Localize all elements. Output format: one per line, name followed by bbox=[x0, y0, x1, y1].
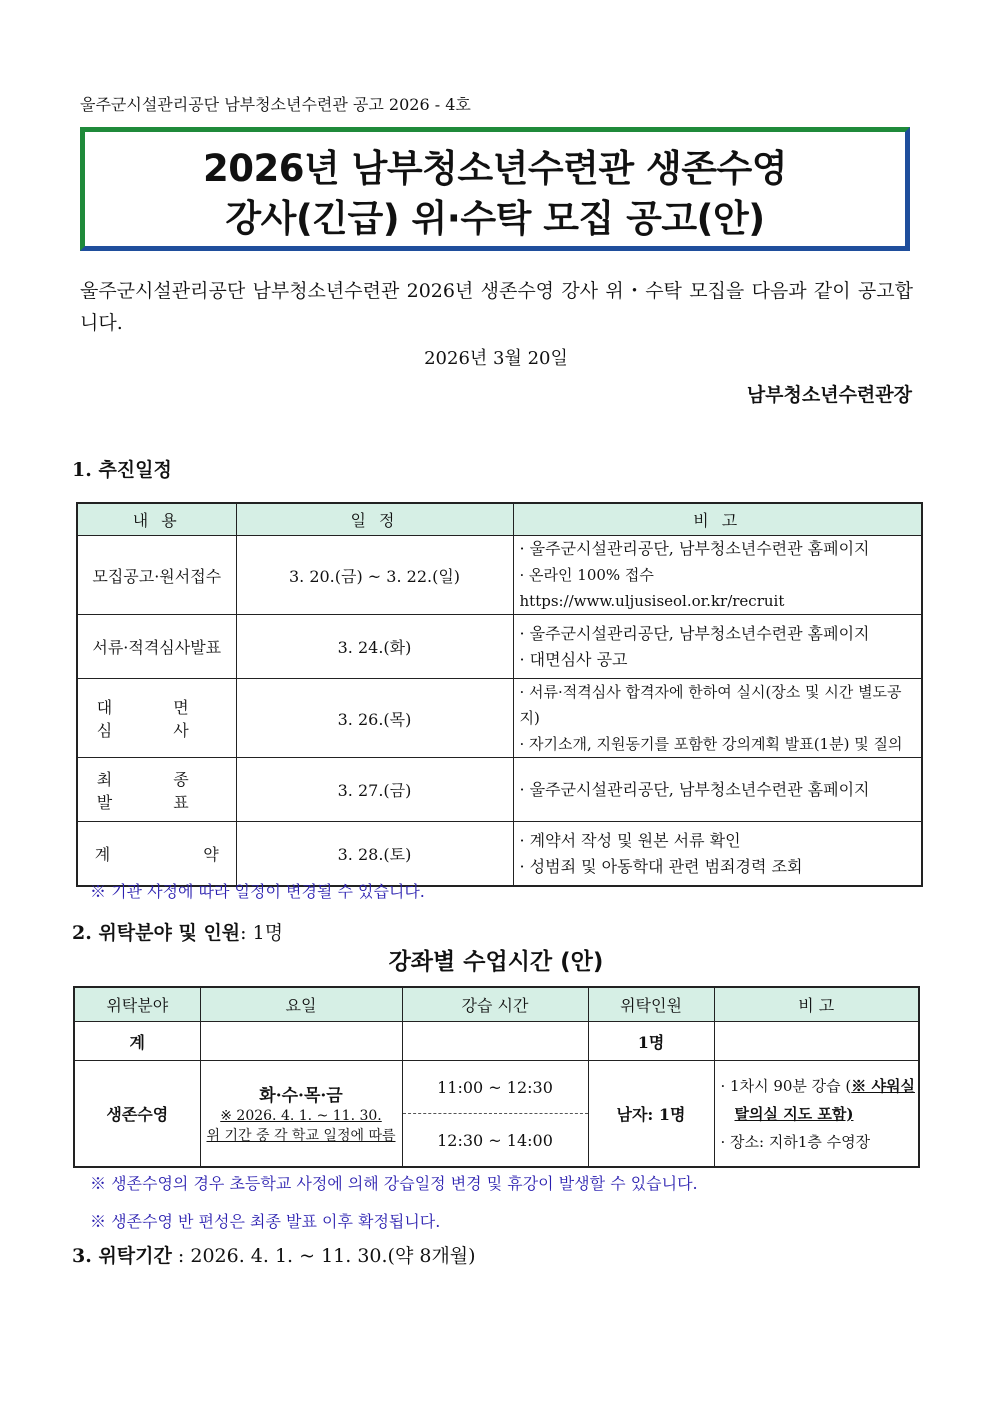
table-row bbox=[77, 615, 922, 679]
total-row bbox=[74, 1022, 919, 1061]
table-row bbox=[77, 536, 922, 615]
table-row bbox=[77, 758, 922, 822]
section3: 3. 위탁기간 : 2026. 4. 1. ~ 11. 30.(약 8개월) bbox=[72, 1245, 476, 1267]
section2-title: 2. 위탁분야 및 인원: 1명 bbox=[72, 922, 284, 944]
time-cell bbox=[402, 1061, 588, 1168]
notice-number: 울주군시설관리공단 남부청소년수련관 공고 2026 - 4호 bbox=[80, 95, 471, 114]
days-cell: 화·수·목·금 ※ 2026. 4. 1. ~ 11. 30. 위 기간 중 각 학교 일정에 따름 bbox=[200, 1061, 402, 1168]
class-table-title: 강좌별 수업시간 (안) bbox=[388, 949, 604, 975]
header-content: 내 용 bbox=[77, 503, 236, 536]
title-line-2: 강사(긴급) 위·수탁 모집 공고(안) bbox=[225, 197, 765, 240]
row-date: 3. 26.(목) bbox=[236, 679, 513, 758]
header-days: 요일 bbox=[200, 987, 402, 1022]
row-notes: · 울주군시설관리공단, 남부청소년수련관 홈페이지 bbox=[513, 758, 922, 822]
header-field: 위탁분야 bbox=[74, 987, 200, 1022]
section1-title: 1. 추진일정 bbox=[72, 459, 172, 481]
row-item: 최 종 발 표 bbox=[77, 758, 236, 822]
class-table bbox=[73, 986, 920, 1168]
header-remark: 비 고 bbox=[714, 987, 919, 1022]
row-notes: · 울주군시설관리공단, 남부청소년수련관 홈페이지 · 대면심사 공고 bbox=[513, 615, 922, 679]
row-date: 3. 20.(금) ~ 3. 22.(일) bbox=[236, 536, 513, 615]
row-notes: · 서류·적격심사 합격자에 한하여 실시(장소 및 시간 별도공지) · 자기소개, 지원동기를 포함한 강의계획 발표(1분) 및 질의 bbox=[513, 679, 922, 758]
row-item: 대 면 심 사 bbox=[77, 679, 236, 758]
schedule-table bbox=[76, 502, 923, 887]
intro-text: 울주군시설관리공단 남부청소년수련관 2026년 생존수영 강사 위・수탁 모집을 다음과 같이 공고합니다. bbox=[80, 280, 913, 334]
row-item: 모집공고·원서접수 bbox=[77, 536, 236, 615]
schedule-note: ※ 기관 사정에 따라 일정이 변경될 수 있습니다. bbox=[90, 882, 425, 901]
signer: 남부청소년수련관장 bbox=[746, 384, 912, 406]
header-count: 위탁인원 bbox=[588, 987, 714, 1022]
notice-date: 2026년 3월 20일 bbox=[424, 348, 568, 369]
recruit-url: · 온라인 100% 접수 https://www.uljusiseol.or.kr/recruit bbox=[519, 566, 785, 610]
table-row bbox=[77, 679, 922, 758]
row-item: 계 약 bbox=[77, 822, 236, 887]
time-slot-2: 12:30 ~ 14:00 bbox=[437, 1130, 553, 1150]
count-cell: 남자: 1명 bbox=[588, 1061, 714, 1168]
title-box bbox=[80, 127, 910, 251]
class-note-2: ※ 생존수영 반 편성은 최종 발표 이후 확정됩니다. bbox=[90, 1212, 441, 1231]
row-notes: · 계약서 작성 및 원본 서류 확인 · 성범죄 및 아동학대 관련 범죄경력 조회 bbox=[513, 822, 922, 887]
header-time: 강습 시간 bbox=[402, 987, 588, 1022]
row-notes: · 울주군시설관리공단, 남부청소년수련관 홈페이지 · 온라인 100% 접수 https://www.uljusiseol.or.kr/recruit bbox=[513, 536, 922, 615]
remark-cell: · 1차시 90분 강습 (※ 샤워실 탈의실 지도 포함) · 장소: 지하1층 수영장 bbox=[714, 1061, 919, 1168]
time-slot-1: 11:00 ~ 12:30 bbox=[403, 1061, 588, 1114]
row-date: 3. 27.(금) bbox=[236, 758, 513, 822]
table-row bbox=[77, 822, 922, 887]
row-date: 3. 24.(화) bbox=[236, 615, 513, 679]
row-item: 서류·적격심사발표 bbox=[77, 615, 236, 679]
total-count: 1명 bbox=[588, 1022, 714, 1061]
row-date: 3. 28.(토) bbox=[236, 822, 513, 887]
title-line-1: 2026년 남부청소년수련관 생존수영 bbox=[203, 147, 787, 190]
total-label: 계 bbox=[74, 1022, 200, 1061]
field-name: 생존수영 bbox=[74, 1061, 200, 1168]
class-note-1: ※ 생존수영의 경우 초등학교 사정에 의해 강습일정 변경 및 휴강이 발생할 수 있습니다. bbox=[90, 1174, 698, 1193]
header-date: 일 정 bbox=[236, 503, 513, 536]
header-remark: 비 고 bbox=[513, 503, 922, 536]
table-row bbox=[74, 1061, 919, 1168]
